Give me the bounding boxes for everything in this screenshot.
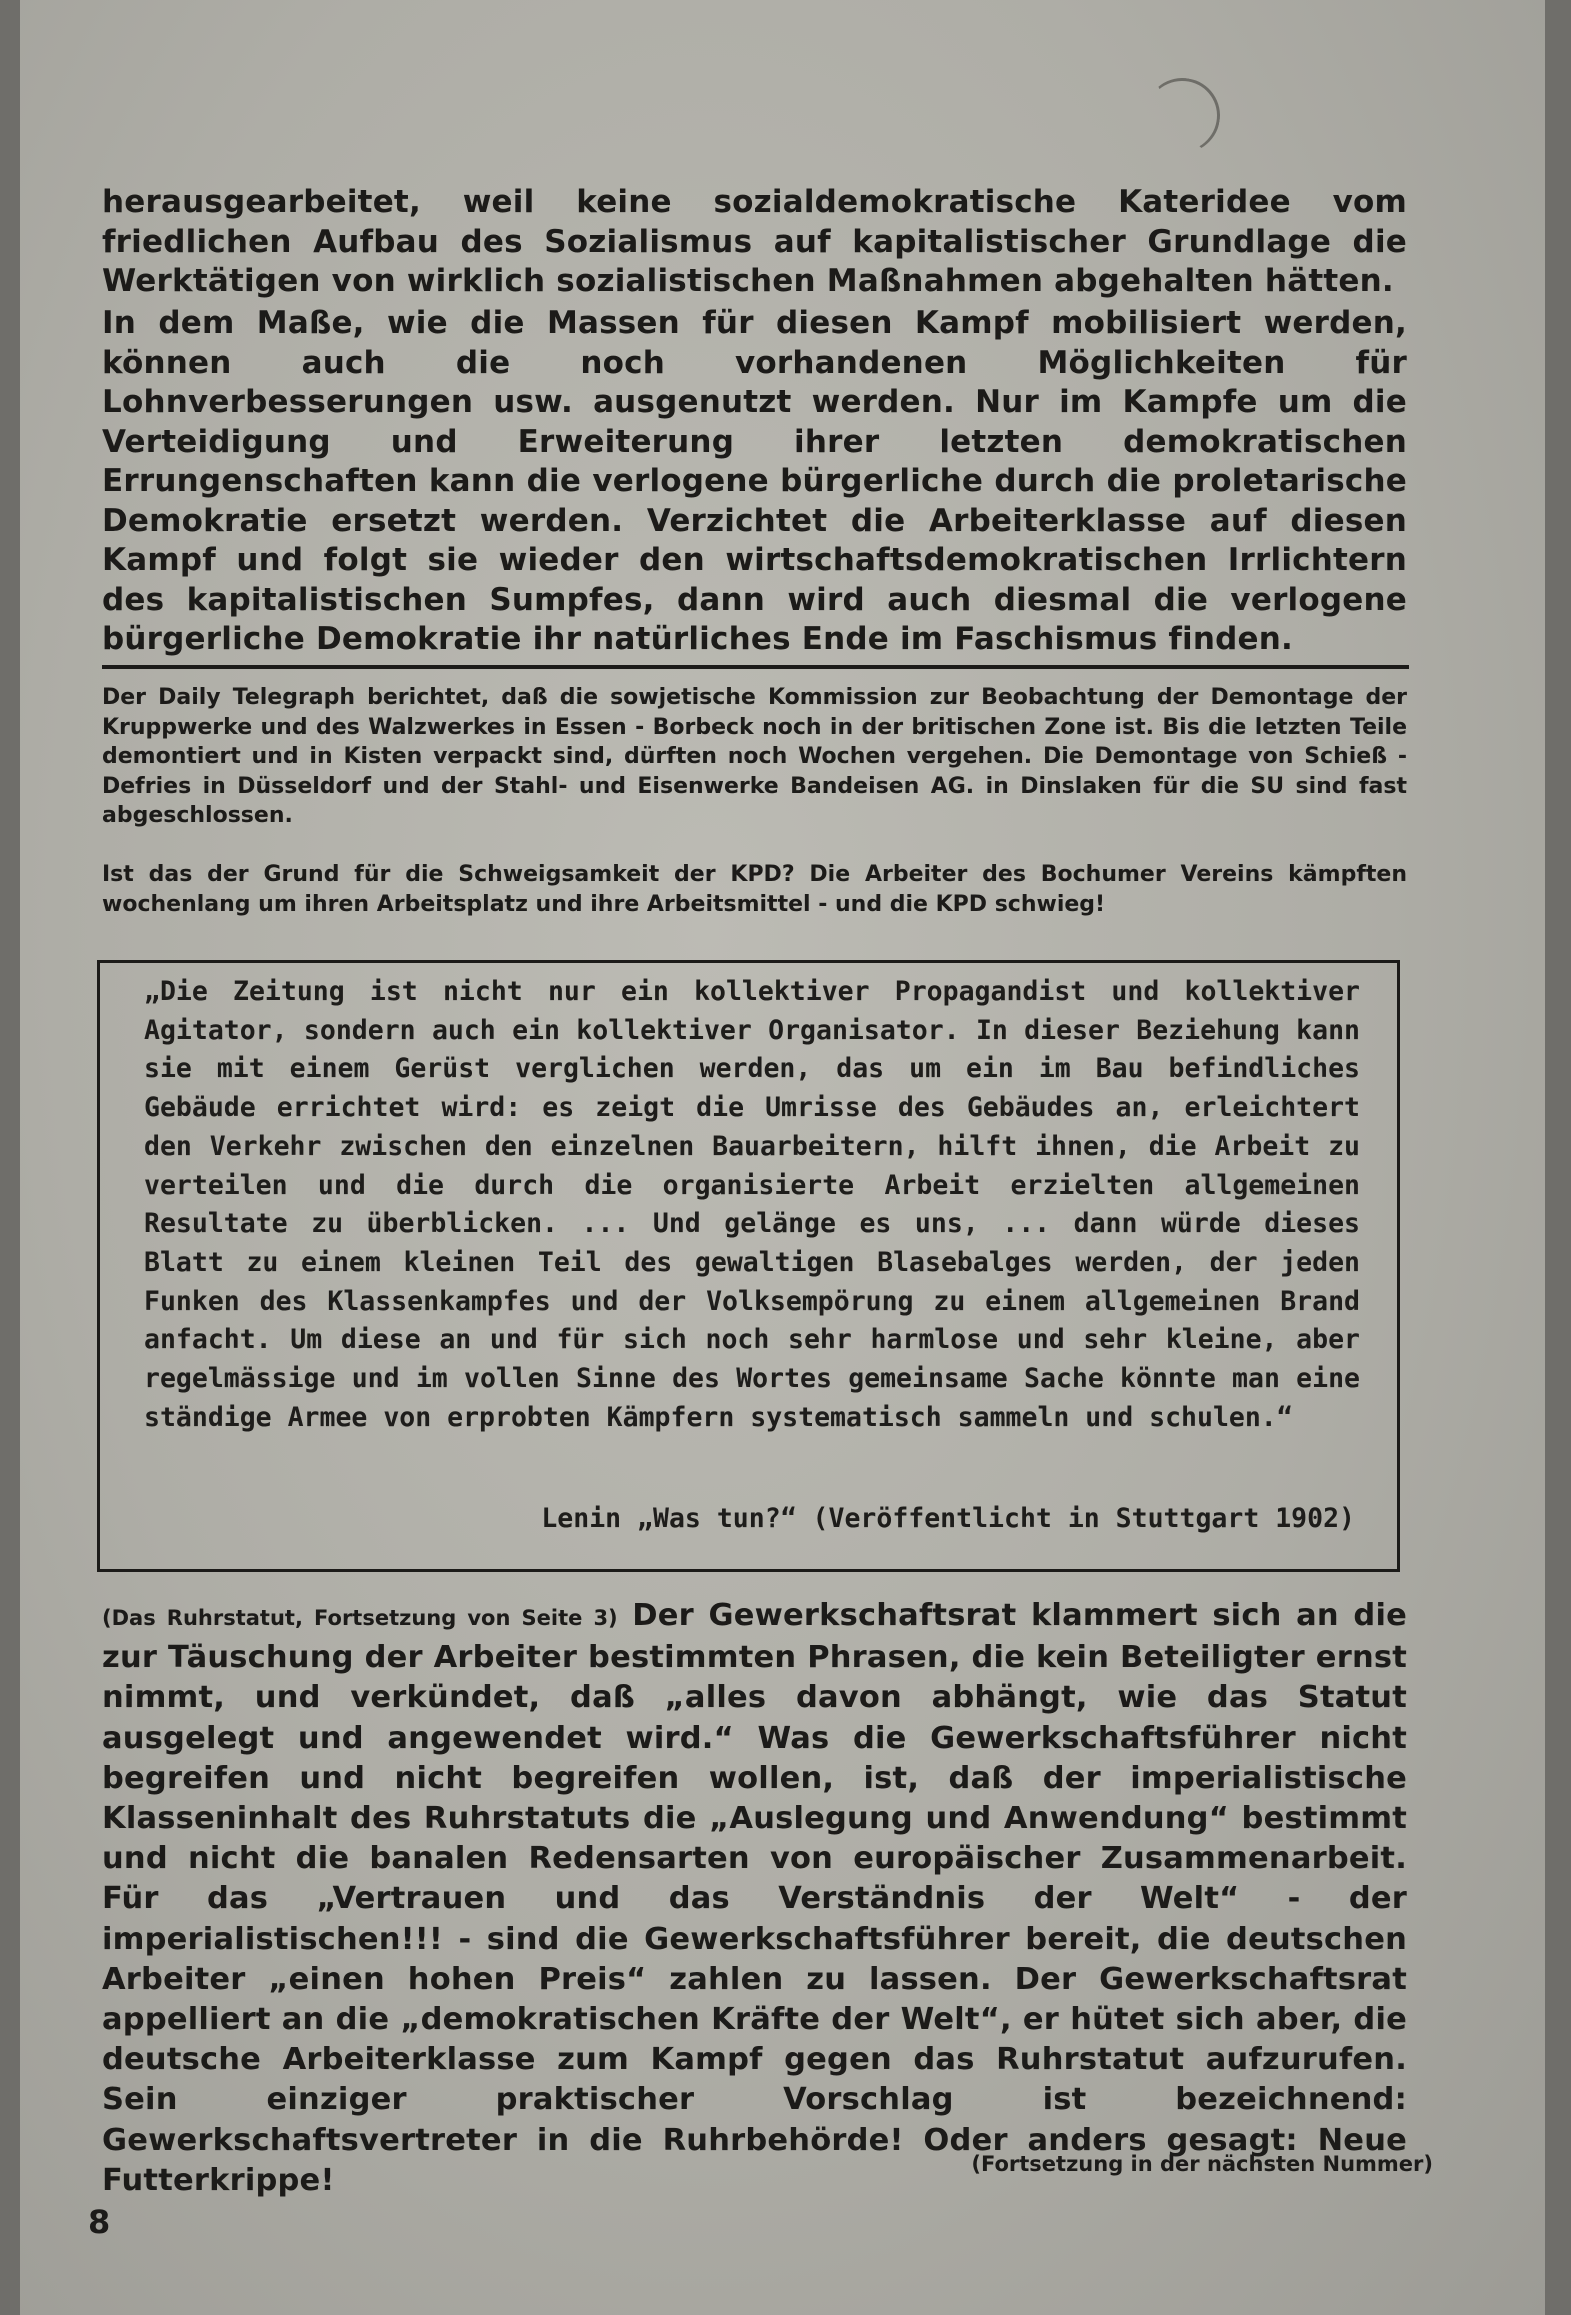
page-number: 8 [88, 2203, 111, 2241]
news-note: Ist das der Grund für die Schweigsamkeit der KPD? Die Arbeiter des Bochumer Vereins kämpften wochenlang um ihren Arbeitsplatz und ihre Arbeitsmittel - und die KPD schwieg! [102, 862, 1407, 917]
quote-box [97, 960, 1400, 1572]
quote-citation: Lenin „Was tun?“ (Veröffentlicht in Stuttgart 1902) [541, 1503, 1355, 1534]
document-page [20, 0, 1545, 2315]
quote-text: „Die Zeitung ist nicht nur ein kollektiver Propagandist und kollektiver Agitator, sondern auch ein kollektiver Organisator. In dieser Beziehung kann sie mit einem Gerüst verglichen werden, das um ein im Bau befindliches Gebäude errichtet wird: es zeigt die Umrisse des Gebäudes an, erleichtert den Verkehr zwischen den einzelnen Bauarbeitern, hilft ihnen, die Arbeit zu verteilen und die durch die organisierte Arbeit erzielten allgemeinen Resultate zu überblicken. ... Und gelänge es uns, ... dann würde dieses Blatt zu einem kleinen Teil des gewaltigen Blasebalges werden, der jeden Funken des Klassenkampfes und der Volksempörung zu einem allgemeinen Brand anfacht. Um diese an und für sich noch sehr harmlose und sehr kleine, aber regelmässige und im vollen Sinne des Wortes gemeinsame Sache könnte man eine ständige Armee von erprobten Kämpfern systematisch sammeln und schulen.“ [144, 976, 1360, 1433]
continuation-note: (Fortsetzung in der nächsten Nummer) [971, 2152, 1433, 2176]
news-note: Der Daily Telegraph berichtet, daß die sowjetische Kommission zur Beobachtung der Demontage der Kruppwerke und des Walzwerkes in Essen - Borbeck noch in der britischen Zone ist. Bis die letzten Teile demontiert und in Kisten verpackt sind, dürften noch Wochen vergehen. Die Demontage von Schieß - Defries in Düsseldorf und der Stahl- und Eisenwerke Bandeisen AG. in Dinslaken für die SU sind fast abgeschlossen. [102, 685, 1407, 828]
article-paragraph: In dem Maße, wie die Massen für diesen Kampf mobilisiert werden, können auch die noch vorhandenen Möglichkeiten für Lohnverbesserungen usw. ausgenutzt werden. Nur im Kampfe um die Verteidigung und Erweiterung ihrer letzten demokratischen Errungenschaften kann die verlogene bürgerliche durch die proletarische Demokratie ersetzt werden. Verzichtet die Arbeiterklasse auf diesen Kampf und folgt sie wieder den wirtschaftsdemokratischen Irrlichtern des kapitalistischen Sumpfes, dann wird auch diesmal die verlogene bürgerliche Demokratie ihr natürliches Ende im Faschismus finden. [102, 305, 1407, 657]
continuation-lead: (Das Ruhrstatut, Fortsetzung von Seite 3) [102, 1606, 618, 1630]
section-divider [102, 665, 1409, 669]
article-paragraph: herausgearbeitet, weil keine sozialdemokratische Kateridee vom friedlichen Aufbau des Sozialismus auf kapitalistischer Grundlage die Werktätigen von wirklich sozialistischen Maßnahmen abgehalten hätten. [102, 184, 1407, 299]
ruhrstatut-text: Der Gewerkschaftsrat klammert sich an die zur Täuschung der Arbeiter bestimmten Phrasen, die kein Beteiligter ernst nimmt, und verkündet, daß „alles davon abhängt, wie das Statut ausgelegt und angewendet wird.“ Was die Gewerkschaftsführer nicht begreifen und nicht begreifen wollen, ist, daß der imperialistische Klasseninhalt des Ruhrstatuts die „Auslegung und Anwendung“ bestimmt und nicht die banalen Redensarten von europäischer Zusammenarbeit. Für das „Vertrauen und das Verständnis der Welt“ - der imperialistischen!!! - sind die Gewerkschaftsführer bereit, die deutschen Arbeiter „einen hohen Preis“ zahlen zu lassen. Der Gewerkschaftsrat appelliert an die „demokratischen Kräfte der Welt“, er hütet sich aber, die deutsche Arbeiterklasse zum Kampf gegen das Ruhrstatut aufzurufen. Sein einziger praktischer Vorschlag ist bezeichnend: Gewerkschaftsvertreter in die Ruhrbehörde! Oder anders gesagt: Neue Futterkrippe! [102, 1598, 1407, 2198]
paper-mark [1139, 72, 1226, 159]
ruhrstatut-paragraph [102, 1596, 1407, 2201]
